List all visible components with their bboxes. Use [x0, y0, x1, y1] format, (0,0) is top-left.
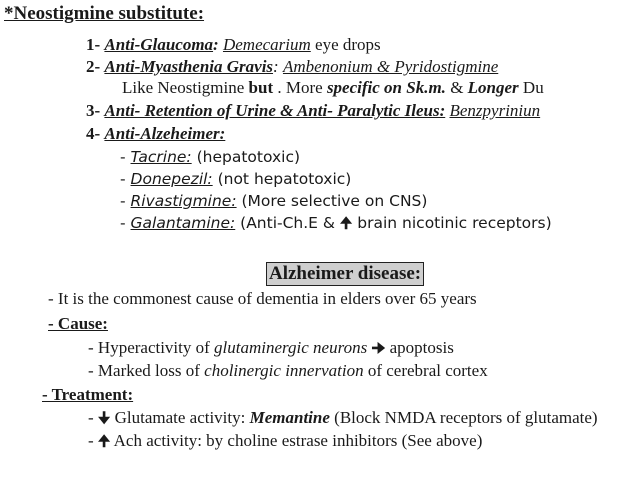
drug-note: (hepatotoxic) — [191, 148, 301, 166]
list-item-anti-alzheimer — [86, 124, 225, 144]
treatment-drug: Memantine — [249, 408, 330, 427]
drug-note: brain nicotinic receptors) — [352, 214, 552, 232]
item-number: 4- — [86, 124, 101, 143]
dash: - — [120, 148, 131, 166]
alzheimer-heading — [266, 262, 424, 286]
treatment-text: - — [88, 408, 98, 427]
item-label: Anti-Alzeheimer: — [104, 124, 226, 143]
cause-item-hyperactivity — [88, 338, 454, 358]
treatment-text: (Block NMDA receptors of glutamate) — [329, 408, 598, 427]
drug-name: Donepezil: — [130, 170, 213, 188]
cause-text: - Marked loss of — [88, 361, 205, 380]
cause-text: - Hyperactivity of — [88, 338, 215, 357]
dash: - — [120, 214, 131, 232]
dash: - — [120, 192, 131, 210]
item-number: 1- — [86, 35, 101, 54]
item-number: 2- — [86, 57, 101, 76]
alzheimer-intro — [48, 289, 477, 309]
drug-note: (More selective on CNS) — [236, 192, 428, 210]
drug-note: (not hepatotoxic) — [212, 170, 352, 188]
heading-box: Alzheimer disease: — [266, 262, 424, 286]
title-text: *Neostigmine substitute: — [4, 3, 205, 24]
item-colon: : — [273, 57, 279, 76]
section-title — [4, 4, 204, 24]
treatment-label — [42, 385, 133, 405]
cause-label-text: - Cause: — [48, 314, 108, 333]
cause-item-loss — [88, 361, 488, 381]
drug-names: Ambenonium & Pyridostigmine — [282, 57, 499, 76]
list-item-anti-myasthenia — [86, 57, 498, 77]
cause-label — [48, 314, 108, 334]
arrow-up-icon: 🠉 — [339, 214, 353, 232]
treatment-item-memantine — [88, 408, 598, 428]
list-item-anti-retention — [86, 101, 540, 121]
dash: - — [120, 170, 131, 188]
treatment-item-ach — [88, 431, 482, 451]
arrow-down-icon: 🠋 — [97, 409, 111, 427]
detail-text: . More — [273, 78, 327, 97]
subitem-rivastigmine — [120, 191, 427, 211]
detail-text: Du — [518, 78, 544, 97]
item-rest: eye drops — [310, 35, 381, 54]
treatment-text: Ach activity: by choline estrase inhibitors (See above) — [110, 431, 483, 450]
cause-italic: cholinergic innervation — [204, 361, 364, 380]
cause-text: apoptosis — [385, 338, 454, 357]
cause-text: of cerebral cortex — [363, 361, 488, 380]
drug-name: Galantamine: — [130, 214, 236, 232]
drug-name: Demecarium — [222, 35, 311, 54]
cause-italic: glutaminergic neurons — [214, 338, 368, 357]
treatment-text: - — [88, 431, 98, 450]
treatment-label-text: - Treatment: — [42, 385, 134, 404]
item-label: Anti-Myasthenia Gravis — [104, 57, 274, 76]
item2-detail — [122, 78, 544, 98]
detail-but: but — [248, 78, 274, 97]
detail-longer: Longer — [467, 78, 519, 97]
arrow-up-icon: 🠉 — [97, 432, 111, 450]
detail-text: Like Neostigmine — [122, 78, 249, 97]
detail-text: & — [445, 78, 468, 97]
drug-note: (Anti-Ch.E & — [235, 214, 340, 232]
subitem-galantamine — [120, 213, 552, 233]
detail-specific: specific on Sk.m. — [326, 78, 446, 97]
item-label: Anti- Retention of Urine & Anti- Paralytic Ileus: — [104, 101, 446, 120]
item-number: 3- — [86, 101, 101, 120]
arrow-right-icon: 🠊 — [371, 339, 386, 357]
list-item-anti-glaucoma — [86, 35, 381, 55]
intro-text: - It is the commonest cause of dementia in elders over 65 years — [48, 289, 477, 308]
drug-name: Benzpyriniun — [449, 101, 541, 120]
drug-name: Tacrine: — [130, 148, 192, 166]
subitem-donepezil — [120, 169, 351, 189]
drug-name: Rivastigmine: — [130, 192, 237, 210]
item-colon: : — [213, 35, 219, 54]
treatment-text: Glutamate activity: — [110, 408, 250, 427]
subitem-tacrine — [120, 147, 300, 167]
item-label: Anti-Glaucoma — [104, 35, 214, 54]
